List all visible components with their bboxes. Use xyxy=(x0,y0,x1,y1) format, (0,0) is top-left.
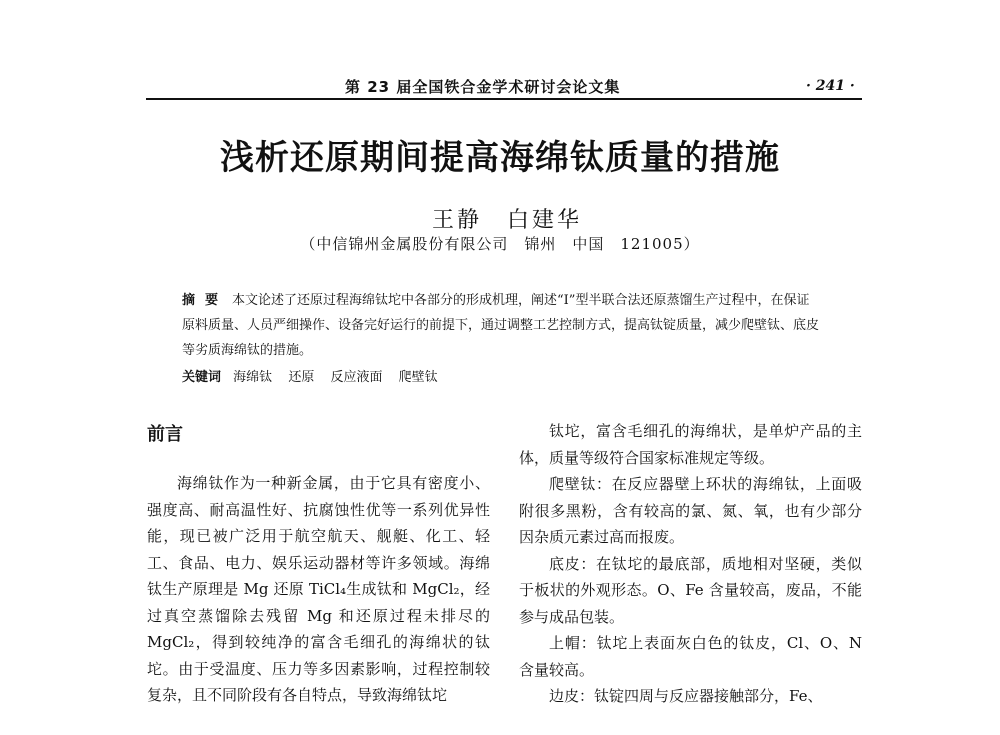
page-number: · 241 · xyxy=(806,78,855,94)
abstract xyxy=(182,288,822,363)
body-paragraph: 上帽：钛坨上表面灰白色的钛皮，Cl、O、N 含量较高。 xyxy=(519,634,862,679)
running-header: 第 23 届全国铁合金学术研讨会论文集 xyxy=(345,78,621,96)
header-rule xyxy=(146,98,862,100)
keyword: 还原 xyxy=(288,370,315,385)
affiliation: （中信锦州金属股份有限公司 锦州 中国 121005） xyxy=(300,235,700,253)
abstract-label: 摘要 xyxy=(182,293,229,308)
body-paragraph: 海绵钛作为一种新金属，由于它具有密度小、强度高、耐高温性好、抗腐蚀性优等一系列优异性能，现已被广泛用于航空航天、舰艇、化工、轻工、食品、电力、娱乐运动器材等许多领域。海绵钛生产原理是 Mg 还原 TiCl₄生成钛和 MgCl₂，经过真空蒸馏除去残留 Mg 和还原过程未排尽的 MgCl₂，得到较纯净的富含毛细孔的海绵状的钛坨。由于受温度、压力等多因素影响，过程控制较复杂，且不同阶段有各自特点，导致海绵钛坨 xyxy=(147,474,490,704)
keyword: 爬壁钛 xyxy=(398,370,438,385)
keyword: 海绵钛 xyxy=(233,370,273,385)
body-paragraph: 边皮：钛锭四周与反应器接触部分，Fe、 xyxy=(549,687,823,705)
abstract-text: 本文论述了还原过程海绵钛坨中各部分的形成机理，阐述“Ⅰ”型半联合法还原蒸馏生产过程中，在保证原料质量、人员严细操作、设备完好运行的前提下，通过调整工艺控制方式，提高钛锭质量，减少爬壁钛、底皮等劣质海绵钛的措施。 xyxy=(182,293,820,358)
body-paragraph: 爬壁钛：在反应器壁上环状的海绵钛，上面吸附很多黑粉，含有较高的氯、氮、氧，也有少部分因杂质元素过高而报废。 xyxy=(519,475,862,546)
left-column xyxy=(147,470,490,709)
keywords xyxy=(182,366,450,385)
section-heading: 前言 xyxy=(147,424,183,445)
keyword: 反应液面 xyxy=(330,370,383,385)
right-column xyxy=(519,418,862,710)
body-paragraph: 底皮：在钛坨的最底部，质地相对坚硬，类似于板状的外观形态。O、Fe 含量较高，废品，不能参与成品包装。 xyxy=(519,554,862,626)
authors: 王静 白建华 xyxy=(432,208,583,233)
paper-title: 浅析还原期间提高海绵钛质量的措施 xyxy=(220,138,780,178)
body-paragraph: 钛坨，富含毛细孔的海绵状，是单炉产品的主体，质量等级符合国家标准规定等级。 xyxy=(519,422,862,467)
keywords-label: 关键词 xyxy=(182,370,222,385)
